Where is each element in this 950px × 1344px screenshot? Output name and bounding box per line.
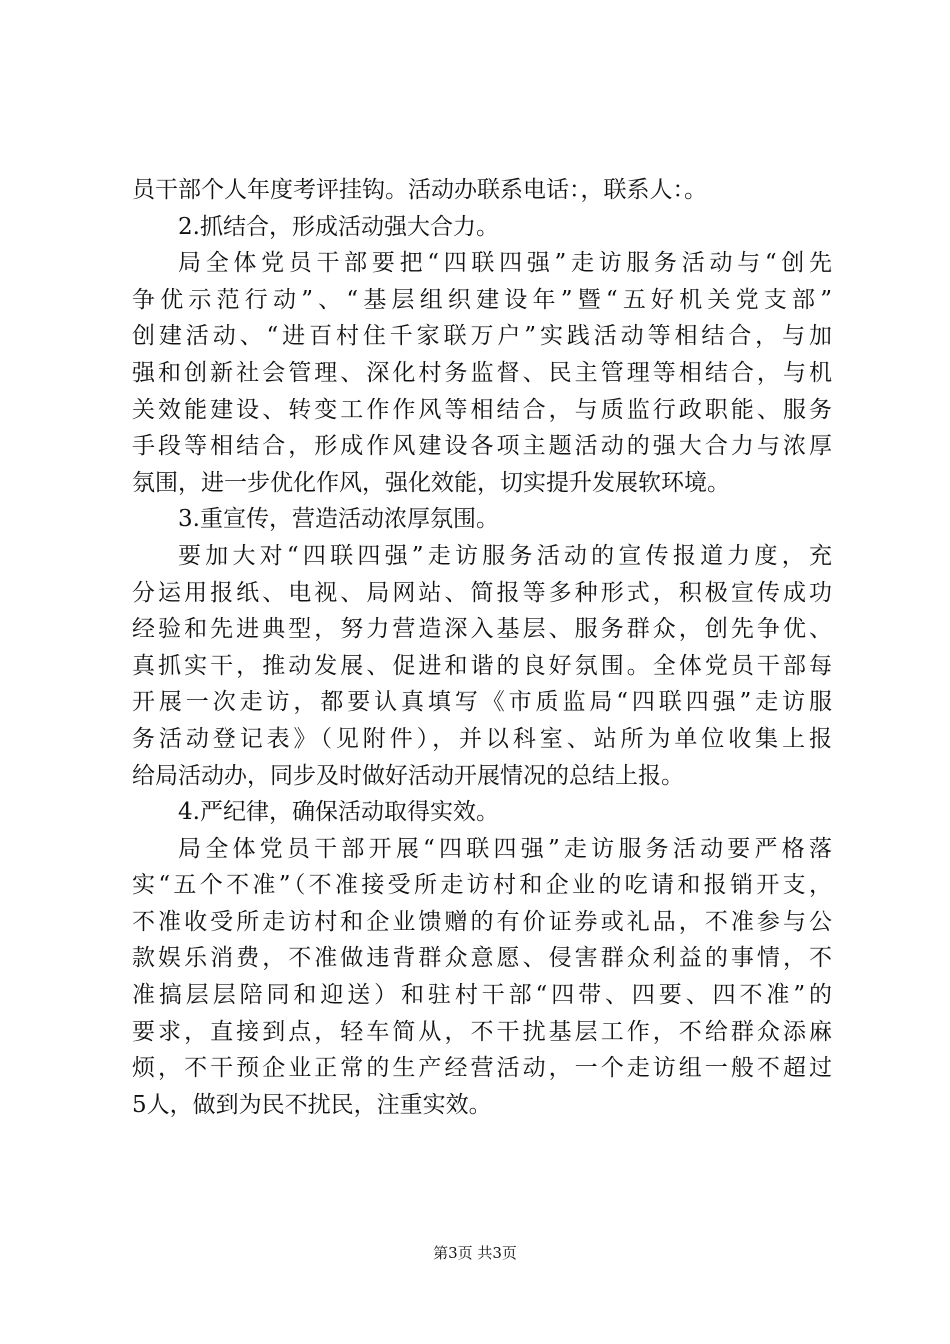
body-text-line: 员干部个人年度考评挂钩。活动办联系电话：，联系人：。 bbox=[132, 177, 707, 203]
body-text-line: 实“五个不准”（不准接受所走访村和企业的吃请和报销开支， bbox=[132, 872, 832, 899]
body-text-line: 开展一次走访，都要认真填写《市质监局“四联四强”走访服 bbox=[132, 689, 832, 716]
body-text-line: 要求，直接到点，轻车简从，不干扰基层工作，不给群众添麻 bbox=[132, 1018, 832, 1045]
body-text-line: 务活动登记表》（见附件），并以科室、站所为单位收集上报 bbox=[132, 725, 832, 752]
body-text-line: 争优示范行动”、“基层组织建设年”暨“五好机关党支部” bbox=[132, 286, 832, 313]
body-text-line: 分运用报纸、电视、局网站、简报等多种形式，积极宣传成功 bbox=[132, 579, 832, 606]
body-text-line: 要加大对“四联四强”走访服务活动的宣传报道力度，充 bbox=[178, 542, 832, 569]
body-text-line: 款娱乐消费，不准做违背群众意愿、侵害群众利益的事情，不 bbox=[132, 945, 832, 972]
body-text-line: 真抓实干，推动发展、促进和谐的良好氛围。全体党员干部每 bbox=[132, 652, 832, 679]
body-text-line: 准搞层层陪同和迎送）和驻村干部“四带、四要、四不准”的 bbox=[132, 982, 832, 1009]
body-text-line: 2.抓结合，形成活动强大合力。 bbox=[178, 213, 499, 240]
body-text-line: 4.严纪律，确保活动取得实效。 bbox=[178, 799, 499, 826]
body-text-line: 烦，不干预企业正常的生产经营活动，一个走访组一般不超过 bbox=[132, 1055, 832, 1082]
body-text-line: 氛围，进一步优化作风，强化效能，切实提升发展软环境。 bbox=[132, 469, 730, 496]
body-text-line: 经验和先进典型，努力营造深入基层、服务群众，创先争优、 bbox=[132, 616, 832, 643]
body-text-line: 3.重宣传，营造活动浓厚氛围。 bbox=[178, 506, 499, 533]
body-text-line: 关效能建设、转变工作作风等相结合，与质监行政职能、服务 bbox=[132, 396, 832, 423]
body-text-line: 给局活动办，同步及时做好活动开展情况的总结上报。 bbox=[132, 762, 684, 789]
body-text-line: 强和创新社会管理、深化村务监督、民主管理等相结合，与机 bbox=[132, 359, 832, 386]
body-text-line: 5人，做到为民不扰民，注重实效。 bbox=[132, 1091, 492, 1118]
body-text-line: 创建活动、“进百村住千家联万户”实践活动等相结合，与加 bbox=[132, 323, 832, 350]
body-text-line: 手段等相结合，形成作风建设各项主题活动的强大合力与浓厚 bbox=[132, 433, 832, 460]
body-text-line: 局全体党员干部要把“四联四强”走访服务活动与“创先 bbox=[178, 250, 832, 277]
page-footer: 第3页 共3页 bbox=[433, 1244, 517, 1262]
body-text-line: 局全体党员干部开展“四联四强”走访服务活动要严格落 bbox=[178, 835, 832, 862]
body-text-line: 不准收受所走访村和企业馈赠的有价证券或礼品，不准参与公 bbox=[132, 908, 832, 935]
document-body bbox=[132, 172, 832, 1123]
